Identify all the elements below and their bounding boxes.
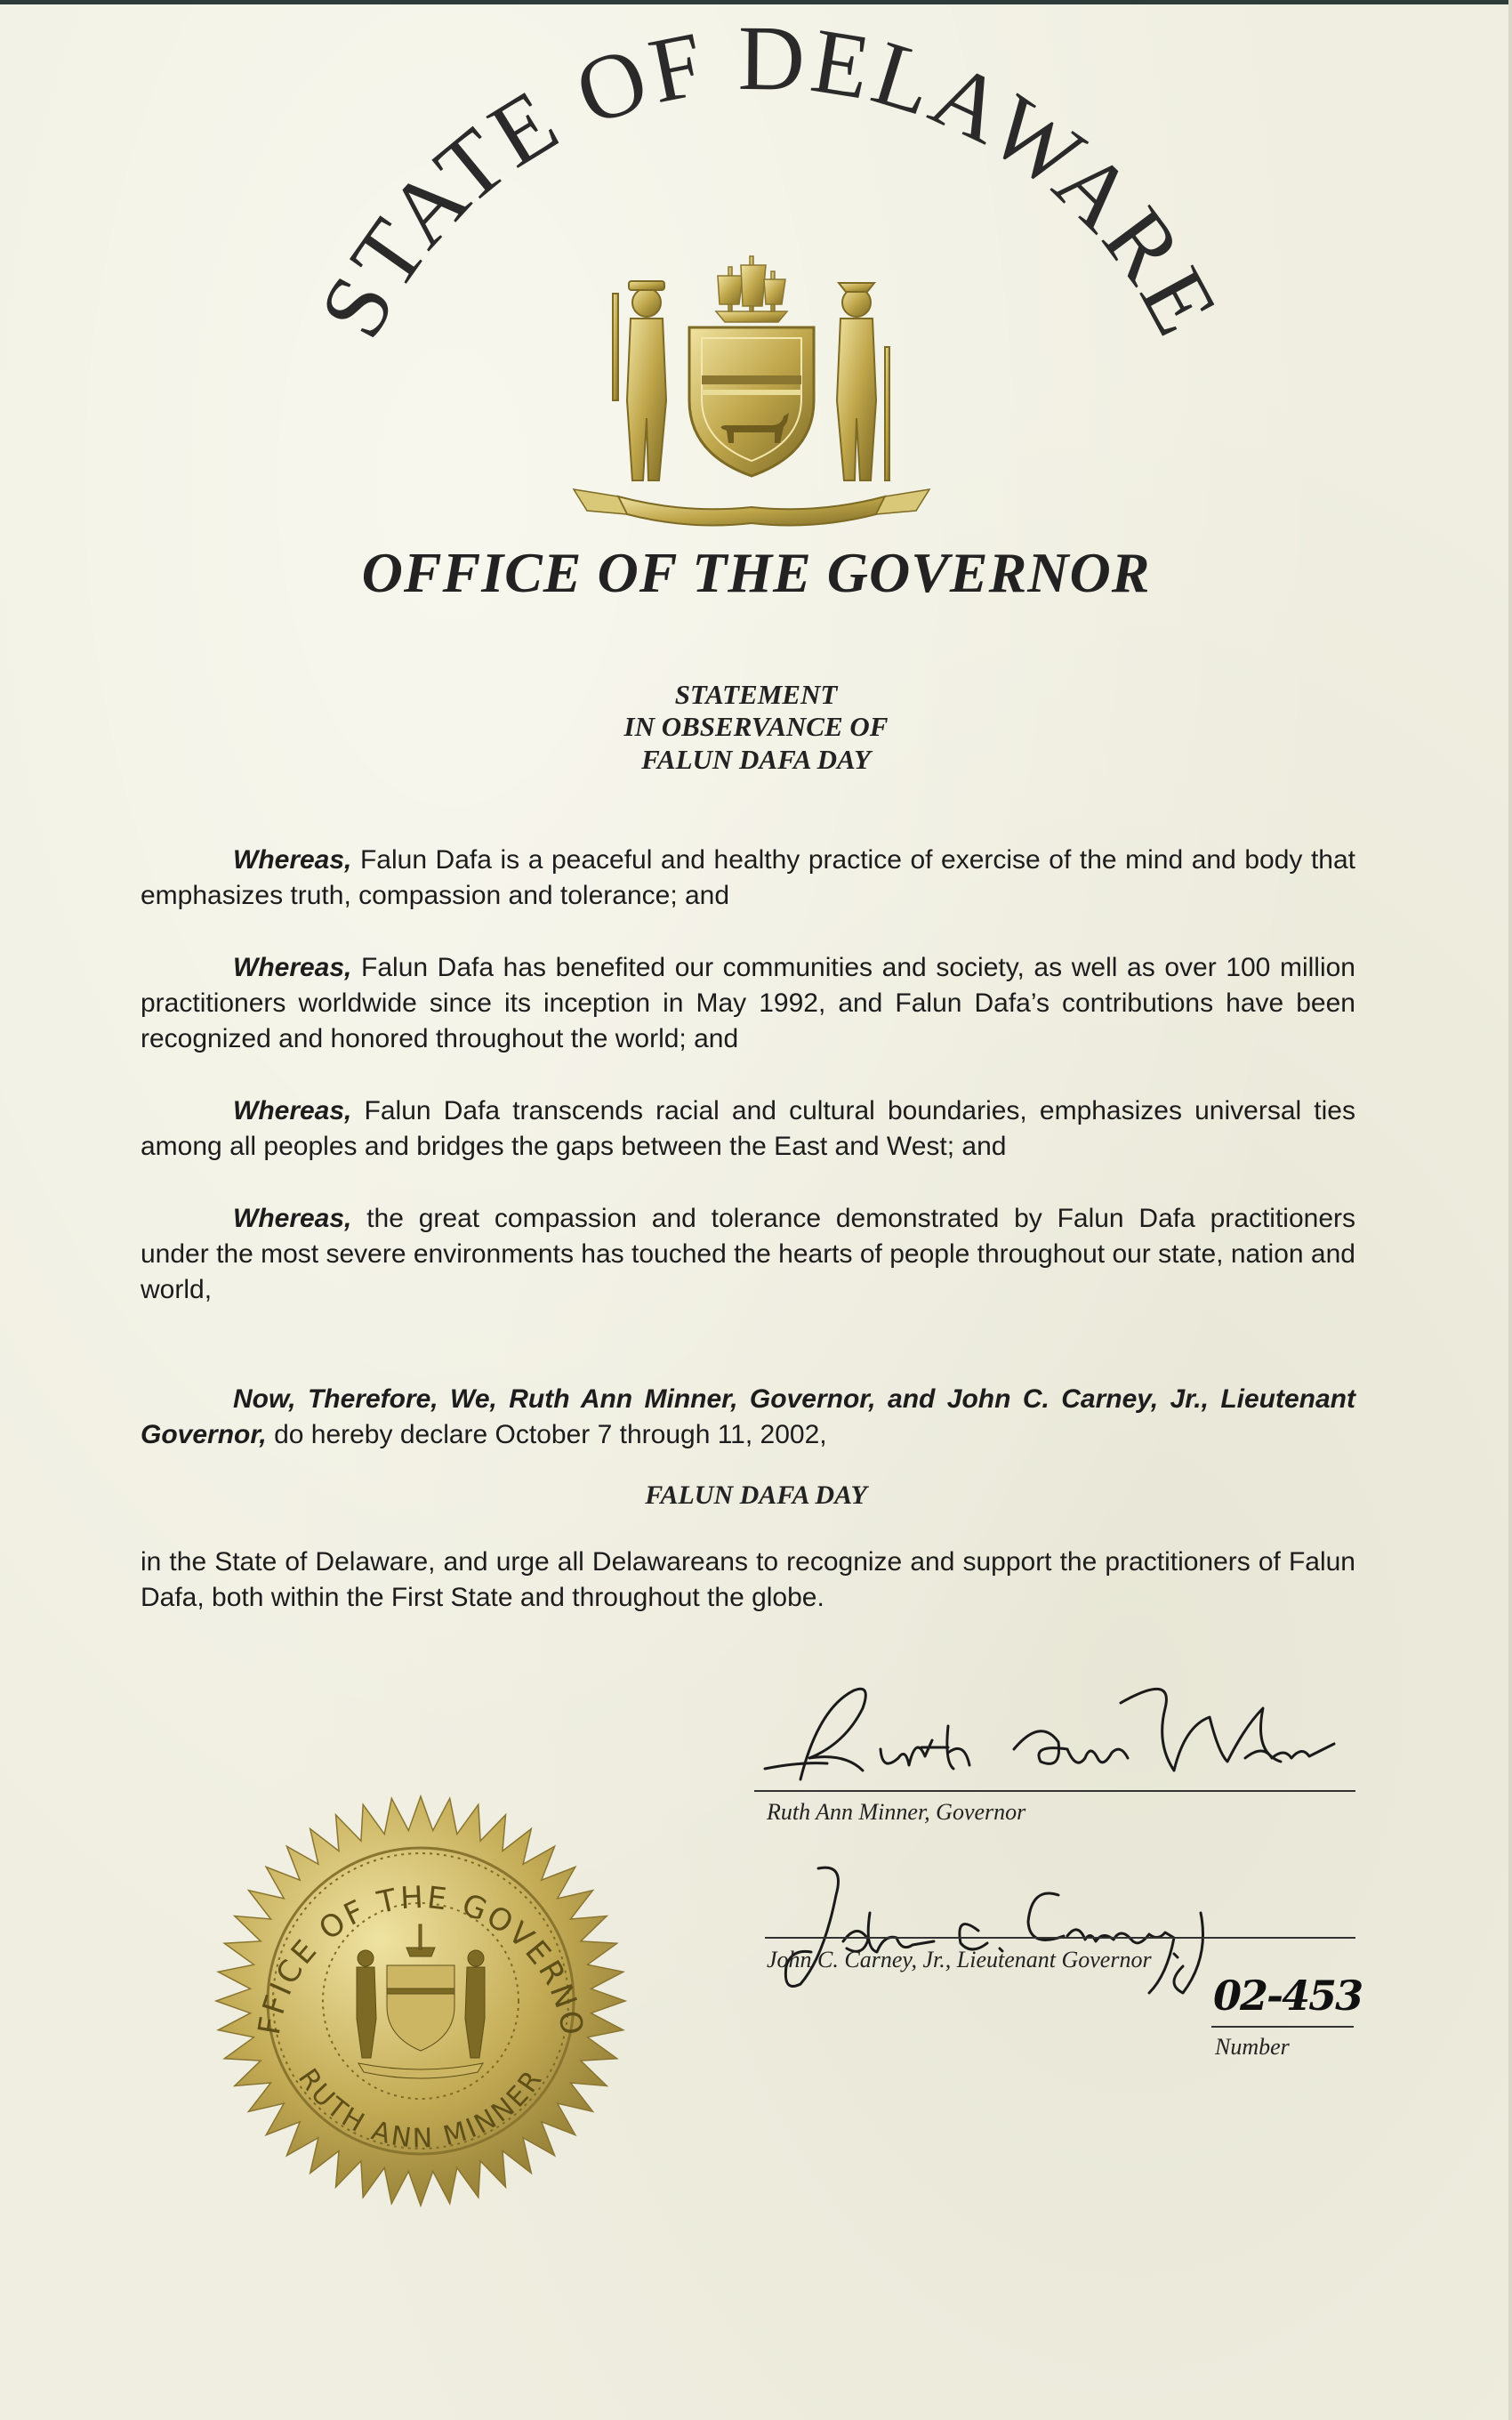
lt-governor-signature-line <box>765 1937 1355 1939</box>
statement-heading-line-2: IN OBSERVANCE OF <box>623 711 889 742</box>
now-therefore-paragraph <box>141 1382 1355 1453</box>
seal-inner-text: RUTH ANN MINNER <box>291 2063 551 2155</box>
whereas-text: the great compassion and tolerance demonstrated by Falun Dafa practitioners under the most severe environments has touched the hearts of people throughout our state, nation and world, <box>141 1204 1355 1304</box>
governor-caption: Ruth Ann Minner, Governor <box>767 1799 1026 1825</box>
state-header <box>0 0 1512 569</box>
seal-outer-text: FFICE OF THE GOVERNO <box>251 1879 591 2041</box>
governor-signature-line <box>754 1790 1355 1792</box>
number-line <box>1211 2026 1354 2028</box>
whereas-lead: Whereas, <box>233 1096 352 1125</box>
whereas-text: Falun Dafa is a peaceful and healthy practice of exercise of the mind and body that emphasizes truth, compassion and tolerance; and <box>141 845 1355 910</box>
declared-day: FALUN DAFA DAY <box>645 1480 867 1510</box>
whereas-lead: Whereas, <box>233 953 352 982</box>
governor-gold-seal <box>212 1792 630 2210</box>
state-of-delaware-arc-text: STATE OF DELAWARE <box>300 6 1239 354</box>
lt-governor-signature <box>765 1859 1263 2002</box>
whereas-paragraph-3 <box>141 1093 1355 1165</box>
closing-paragraph: in the State of Delaware, and urge all Delawareans to recognize and support the practitioners of Falun Dafa, both within the First State and throughout the globe. <box>141 1547 1355 1612</box>
statement-heading-line-1: STATEMENT <box>674 679 838 710</box>
governor-signature <box>747 1673 1334 1797</box>
document-number: 02-453 <box>1213 1972 1363 2020</box>
office-title: OFFICE OF THE GOVERNOR <box>361 541 1151 604</box>
whereas-text: Falun Dafa has benefited our communities and society, as well as over 100 million practitioners worldwide since its inception in May 1992, and Falun Dafa’s contributions have been recognized and honored throughout the world; and <box>141 953 1355 1053</box>
now-therefore-text: do hereby declare October 7 through 11, 2002, <box>274 1420 827 1449</box>
now-therefore-lead: Now, Therefore, We, Ruth Ann Minner, Governor, and John C. Carney, Jr., Lieutenant Governor, <box>141 1384 1355 1449</box>
whereas-paragraph-1 <box>141 843 1355 914</box>
number-label: Number <box>1215 2034 1290 2060</box>
whereas-paragraph-2 <box>141 950 1355 1057</box>
lt-governor-caption: John C. Carney, Jr., Lieutenant Governor <box>767 1947 1152 1972</box>
whereas-text: Falun Dafa transcends racial and cultural boundaries, emphasizes universal ties among all peoples and bridges the gaps between the East and West; and <box>141 1096 1355 1161</box>
whereas-lead: Whereas, <box>233 1204 352 1233</box>
whereas-lead: Whereas, <box>233 845 352 875</box>
coat-of-arms-icon <box>574 256 929 525</box>
whereas-paragraph-4 <box>141 1201 1355 1308</box>
statement-heading-line-3: FALUN DAFA DAY <box>641 744 871 775</box>
